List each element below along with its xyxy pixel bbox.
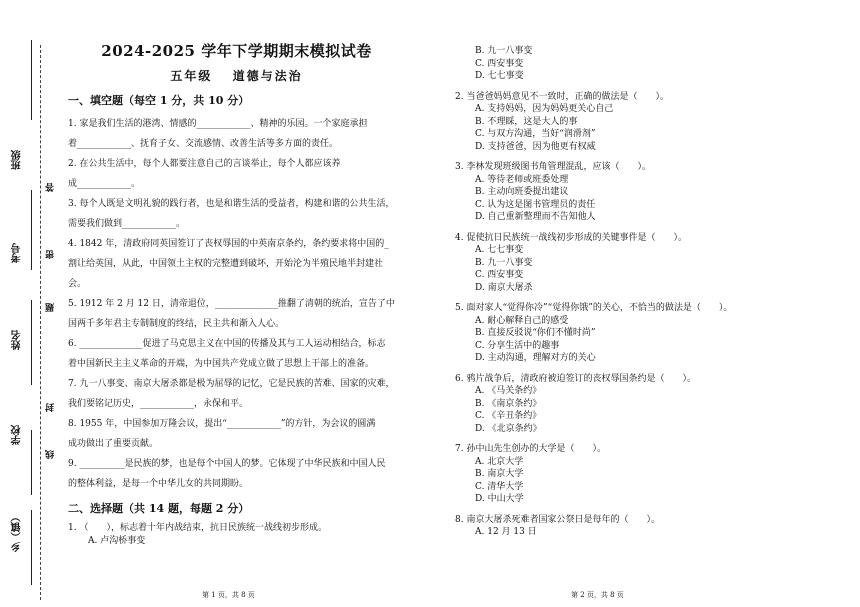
option-b: B. 《南京条约》 [475,398,542,409]
binding-dashed-line [40,45,41,600]
fill-line: 7. 九一八事变、南京大屠杀都是极为屈辱的记忆，它是民族的苦难、国家的灾难， [68,379,395,389]
option-b: B. 不理睬，这是大人的事 [475,116,578,127]
left-page [68,40,405,547]
option-a: A. 《马关条约》 [475,386,542,396]
option-d: D. 自己重新整理而不告知他人 [475,212,596,222]
seal-char-line: 线 [46,450,56,459]
choice-question-8 [455,514,850,539]
fill-line: 需要我们做到____________。 [68,219,186,229]
fill-line: 我们要铭记历史，____________，永保和平。 [68,399,249,409]
question-text: 8. 南京大屠杀死难者国家公祭日是每年的（ ）。 [455,514,660,525]
blank-line-number [31,190,32,270]
question-text: 1. （ ），标志着十年内战结束，抗日民族统一战线初步形成。 [68,523,327,533]
option-a: A. 12 月 13 日 [475,527,537,537]
choice-question-2 [455,91,850,154]
question-text: 7. 孙中山先生创办的大学是（ ）。 [455,444,606,454]
choice-question-5 [455,302,850,365]
option-a: A. 等待老师或班委处理 [475,174,569,185]
option-b: B. 主动向班委提出建议 [475,187,569,197]
choice-question-7 [455,443,850,506]
question-text: 6. 鸦片战争后，清政府被迫签订的丧权辱国条约是（ ）。 [455,373,696,384]
option-b: B. 南京大学 [475,469,524,479]
blank-line-class [31,40,32,120]
question-text: 2. 当爸爸妈妈意见不一致时，正确的做法是（ ）。 [455,91,669,102]
fill-in-questions [68,114,405,494]
option-c: C. 《辛丑条约》 [475,411,542,421]
option-a: A. 北京大学 [475,456,524,467]
choice-question-4 [455,232,850,295]
choice-question-list [455,83,850,539]
option-c: C. 与双方沟通，当好“润滑剂” [475,129,596,139]
option-c: C. 西安事变 [475,270,524,280]
seal-char-answer: 答 [46,183,56,192]
fill-line: 8. 1955 年，中国参加万隆会议，提出“____________”的方针，为会议的圆满 [68,419,376,429]
option-a: A. 支持妈妈，因为妈妈更关心自己 [475,104,614,114]
fill-line: 1. 家是我们生活的港湾、情感的____________、精神的乐园。一个家庭承担 [68,119,368,129]
seal-char-secret: 密 [46,250,56,259]
option-b: B. 九一八事变 [475,46,533,56]
option-c: C. 分享生活中的趣事 [475,340,560,351]
fill-line: 的整体利益，是每一个中华儿女的共同期盼。 [68,479,249,489]
option-a: A. 七七事变 [475,245,524,255]
option-a: A. 耐心解释自己的感受 [475,315,569,326]
fill-line: 成功做出了重要贡献。 [68,439,159,449]
section-fill-title: 一、填空题（每空 1 分，共 10 分） [68,94,250,107]
blank-line-school [31,430,32,495]
option-a: A. 卢沟桥事变 [88,535,146,546]
option-b: B. 九一八事变 [475,257,533,268]
exam-title: 2024-2025 学年下学期期末模拟试卷 [101,42,372,60]
option-d: D. 《北京条约》 [475,423,542,434]
option-c: C. 认为这是图书管理员的责任 [475,199,596,210]
blank-line-town [31,510,32,585]
fill-line: 2. 在公共生活中，每个人都要注意自己的言谈举止，每个人都应该养 [68,159,341,169]
fill-line: 割让给英国，从此，中国领土主权的完整遭到破坏，开始沦为半殖民地半封建社 [68,259,384,269]
question-text: 3. 李林发现班级图书角管理混乱，应该（ ）。 [455,162,651,172]
fill-line: 5. 1912 年 2 月 12 日，清帝退位，______________推翻了清朝的统治，宣告了中 [68,299,395,309]
seal-char-question: 题 [46,303,56,312]
fill-line: 3. 每个人既是文明礼貌的践行者，也是和谐生活的受益者，构建和谐的公共生活， [68,199,395,209]
fill-line: 着____________、抚育子女、交流感情、改善生活等多方面的责任。 [68,139,339,149]
fill-line: 成____________。 [68,179,141,189]
page-footer-right: 第 2 页，共 8 页 [571,591,624,599]
option-b: B. 直接反驳说“你们不懂时尚” [475,328,596,338]
option-d: D. 主动沟通，理解对方的关心 [475,353,596,363]
seal-char-seal: 封 [46,403,56,412]
page-footer-left: 第 1 页，共 8 页 [202,591,255,599]
fill-line: 会。 [68,279,87,289]
fill-line: 4. 1842 年，清政府同英国签订了丧权辱国的中英南京条约，条约要求将中国的_ [68,239,389,249]
option-d: D. 七七事变 [475,71,524,81]
fill-line: 着中国新民主主义革命的开端，为中国共产党成立做了思想上干部上的准备。 [68,359,375,369]
blank-line-name [31,300,32,385]
fill-line: 9. __________是民族的梦，也是每个中国人的梦。它体现了中华民族和中国人民 [68,459,386,469]
label-school: 学校 [12,425,23,445]
section-choice-title: 二、选择题（共 14 题，每题 2 分） [68,502,250,515]
fill-line: 国两千多年君主专制制度的终结，民主共和渐入人心。 [68,319,285,329]
choice-question-6 [455,373,850,436]
option-c: C. 西安事变 [475,58,524,69]
option-d: D. 南京大屠杀 [475,282,533,293]
question-text: 4. 促使抗日民族统一战线初步形成的关键事件是（ ）。 [455,232,687,243]
right-page [455,45,850,539]
option-d: D. 中山大学 [475,494,524,504]
choice-question-1 [68,522,405,547]
label-name: 姓名 [12,330,23,350]
label-exam-number: 考号 [12,243,23,263]
choice-question-3 [455,161,850,224]
label-class: 班级 [12,150,23,170]
option-c: C. 清华大学 [475,481,524,492]
binding-margin [0,0,58,607]
option-d: D. 支持爸爸，因为他更有权威 [475,141,596,152]
exam-subtitle: 五年级 道德与法治 [170,69,303,83]
label-town: 乡（镇） [12,512,23,552]
choice-question-1-continued [455,45,850,83]
question-text: 5. 面对家人“觉得你冷”“觉得你饿”的关心，不恰当的做法是（ ）。 [455,303,733,313]
fill-line: 6. ______________促进了马克思主义在中国的传播及其与工人运动相结合，标志 [68,339,386,349]
